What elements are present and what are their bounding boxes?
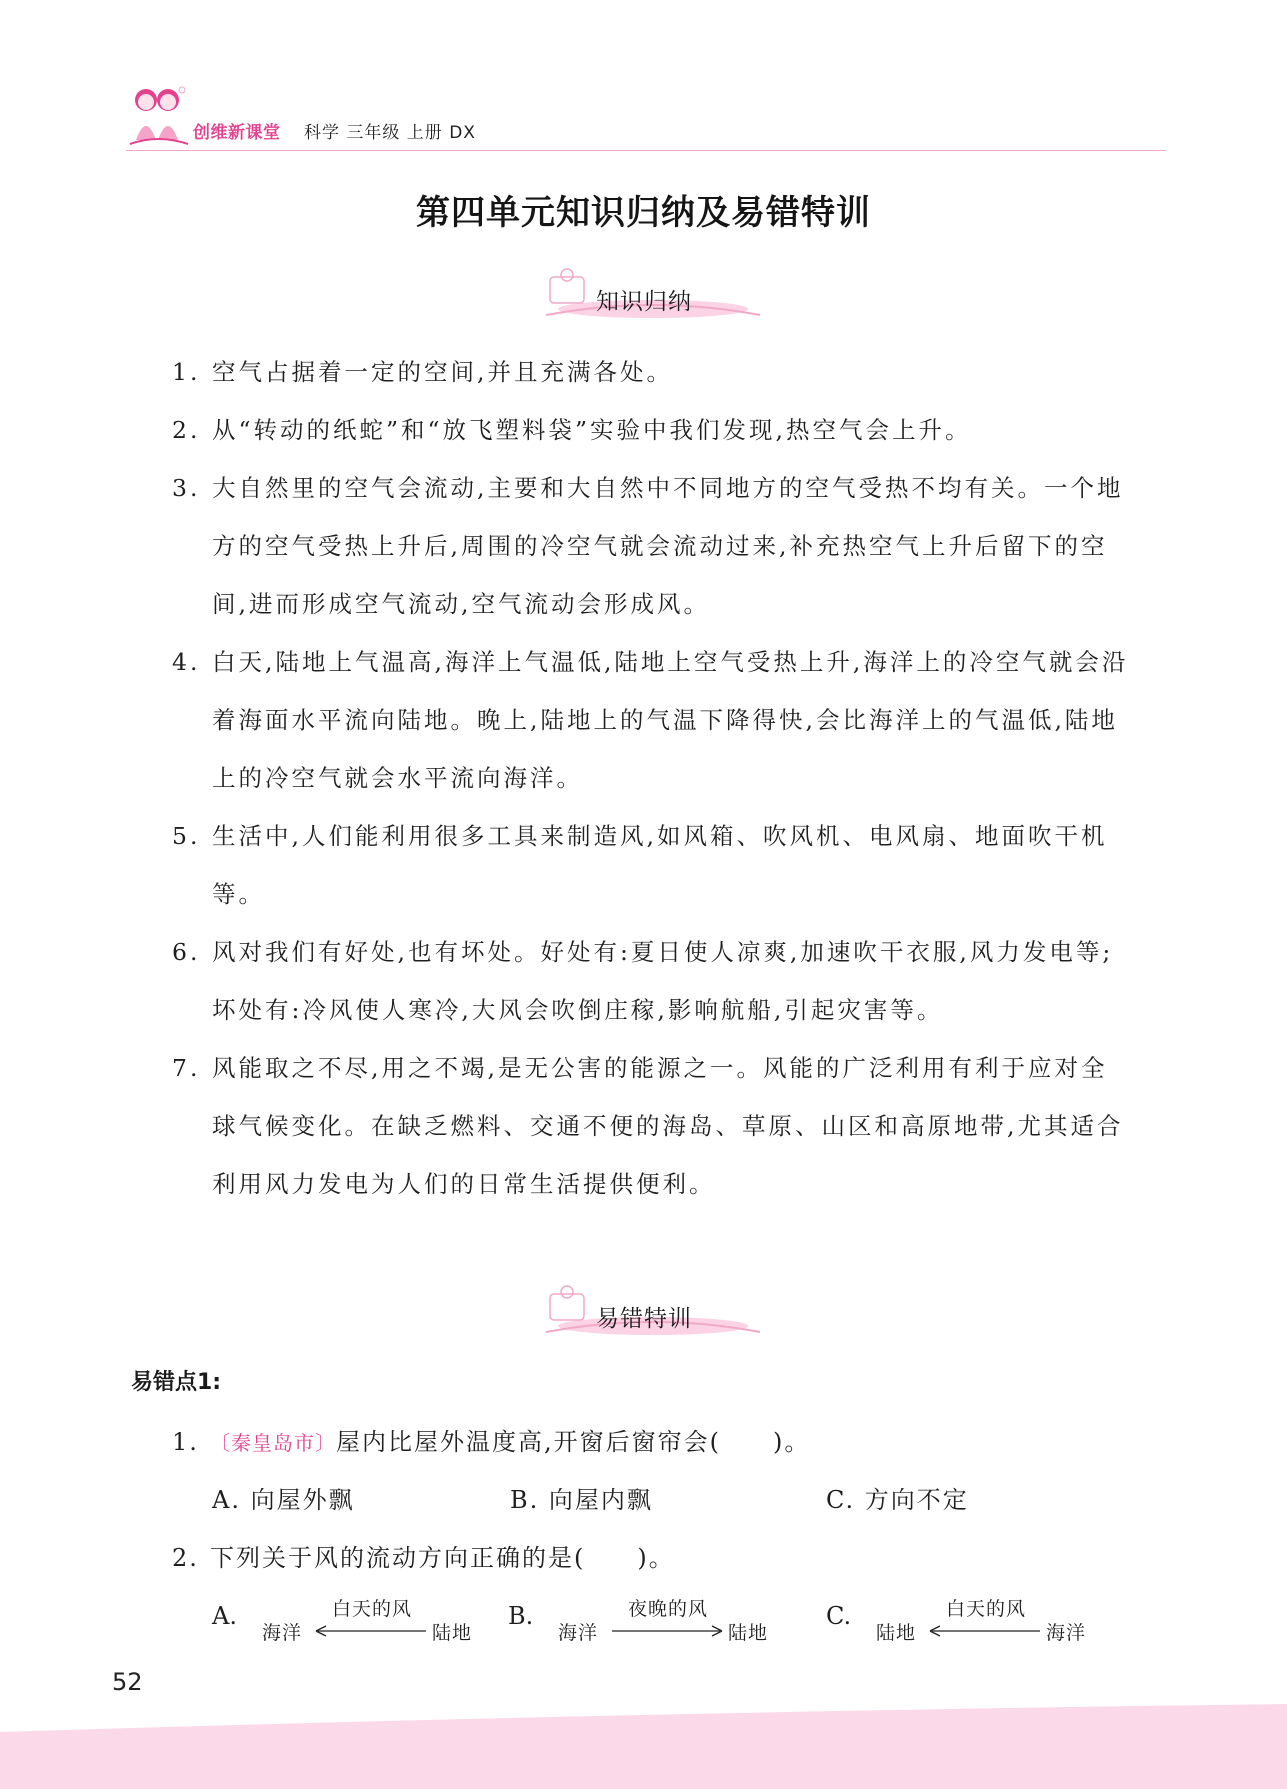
item-text: 白天,陆地上气温高,海洋上气温低,陆地上空气受热上升,海洋上的冷空气就会沿着海面水平流向陆地。晚上,陆地上的气温下降得快,会比海洋上的气温低,陆地上的冷空气就会水平流向海洋。 — [212, 648, 1129, 792]
list-item — [172, 923, 1132, 1039]
option-c — [826, 1480, 969, 1515]
option-letter: A. — [212, 1486, 241, 1514]
list-item — [172, 401, 1132, 459]
section-title-errors: 易错特训 — [596, 1306, 692, 1332]
option-letter: C. — [826, 1602, 852, 1630]
page-number: 52 — [112, 1668, 143, 1696]
option-a — [212, 1480, 355, 1515]
item-text: 空气占据着一定的空间,并且充满各处。 — [212, 358, 673, 386]
list-item — [172, 343, 1132, 401]
page-header — [126, 84, 1166, 154]
item-text: 生活中,人们能利用很多工具来制造风,如风箱、吹风机、电风扇、地面吹干机等。 — [212, 822, 1108, 908]
item-text: 从“转动的纸蛇”和“放飞塑料袋”实验中我们发现,热空气会上升。 — [212, 416, 972, 444]
option-c — [826, 1590, 1126, 1650]
question-number: 1. — [172, 1428, 199, 1456]
arrow-left-icon — [314, 1624, 428, 1638]
item-number: 4. — [172, 648, 201, 676]
option-letter: C. — [826, 1486, 856, 1514]
wind-label: 白天的风 — [945, 1598, 1026, 1620]
option-letter: B. — [510, 1486, 540, 1514]
question-1 — [172, 1422, 810, 1457]
wind-to: 陆地 — [728, 1622, 769, 1644]
list-item — [172, 459, 1132, 633]
item-number: 2. — [172, 416, 201, 444]
question-text: 屋内比屋外温度高,开窗后窗帘会( )。 — [336, 1428, 811, 1456]
item-number: 7. — [172, 1054, 201, 1082]
wind-from: 海洋 — [558, 1622, 599, 1644]
header-divider — [126, 150, 1166, 151]
page-title: 第四单元知识归纳及易错特训 — [416, 193, 871, 233]
source-tag: 〔秦皇岛市〕 — [210, 1431, 336, 1455]
item-number: 6. — [172, 938, 201, 966]
arrow-right-icon — [610, 1624, 724, 1638]
option-b — [510, 1480, 653, 1515]
error-point-label: 易错点1: — [131, 1370, 222, 1395]
wind-to: 陆地 — [432, 1622, 473, 1644]
option-b — [508, 1590, 808, 1650]
arrow-left-icon — [928, 1624, 1042, 1638]
question-2 — [172, 1538, 675, 1573]
book-subtitle: 科学 三年级 上册 DX — [304, 123, 476, 143]
wind-to: 海洋 — [1046, 1622, 1087, 1644]
knowledge-list — [172, 343, 1132, 1213]
kids-mascot-icon — [126, 84, 190, 148]
footer-pink-band — [0, 1704, 1287, 1789]
option-a — [212, 1590, 512, 1650]
option-text: 方向不定 — [864, 1486, 969, 1514]
list-item — [172, 807, 1132, 923]
section-banner-knowledge — [528, 265, 778, 325]
item-number: 1. — [172, 358, 201, 386]
section-banner-errors — [528, 1282, 778, 1342]
item-number: 3. — [172, 474, 201, 502]
wind-label: 夜晚的风 — [627, 1598, 708, 1620]
option-text: 向屋外飘 — [250, 1486, 355, 1514]
option-letter: A. — [212, 1602, 237, 1630]
wind-from: 海洋 — [262, 1622, 303, 1644]
question-number: 2. — [172, 1544, 199, 1572]
list-item — [172, 1039, 1132, 1213]
section-title-knowledge: 知识归纳 — [596, 289, 692, 315]
brand-label: 创维新课堂 — [193, 123, 281, 143]
wind-label: 白天的风 — [331, 1598, 412, 1620]
option-text: 向屋内飘 — [548, 1486, 653, 1514]
item-text: 风能取之不尽,用之不竭,是无公害的能源之一。风能的广泛利用有利于应对全球气候变化。在缺乏燃料、交通不便的海岛、草原、山区和高原地带,尤其适合利用风力发电为人们的日常生活提供便利。 — [212, 1054, 1124, 1198]
item-text: 大自然里的空气会流动,主要和大自然中不同地方的空气受热不均有关。一个地方的空气受热上升后,周围的冷空气就会流动过来,补充热空气上升后留下的空间,进而形成空气流动,空气流动会形成风。 — [212, 474, 1124, 618]
wind-from: 陆地 — [876, 1622, 917, 1644]
item-text: 风对我们有好处,也有坏处。好处有:夏日使人凉爽,加速吹干衣服,风力发电等;坏处有:冷风使人寒冷,大风会吹倒庄稼,影响航船,引起灾害等。 — [212, 938, 1114, 1024]
question-text: 下列关于风的流动方向正确的是( )。 — [210, 1544, 675, 1572]
item-number: 5. — [172, 822, 201, 850]
option-letter: B. — [508, 1602, 534, 1630]
list-item — [172, 633, 1132, 807]
